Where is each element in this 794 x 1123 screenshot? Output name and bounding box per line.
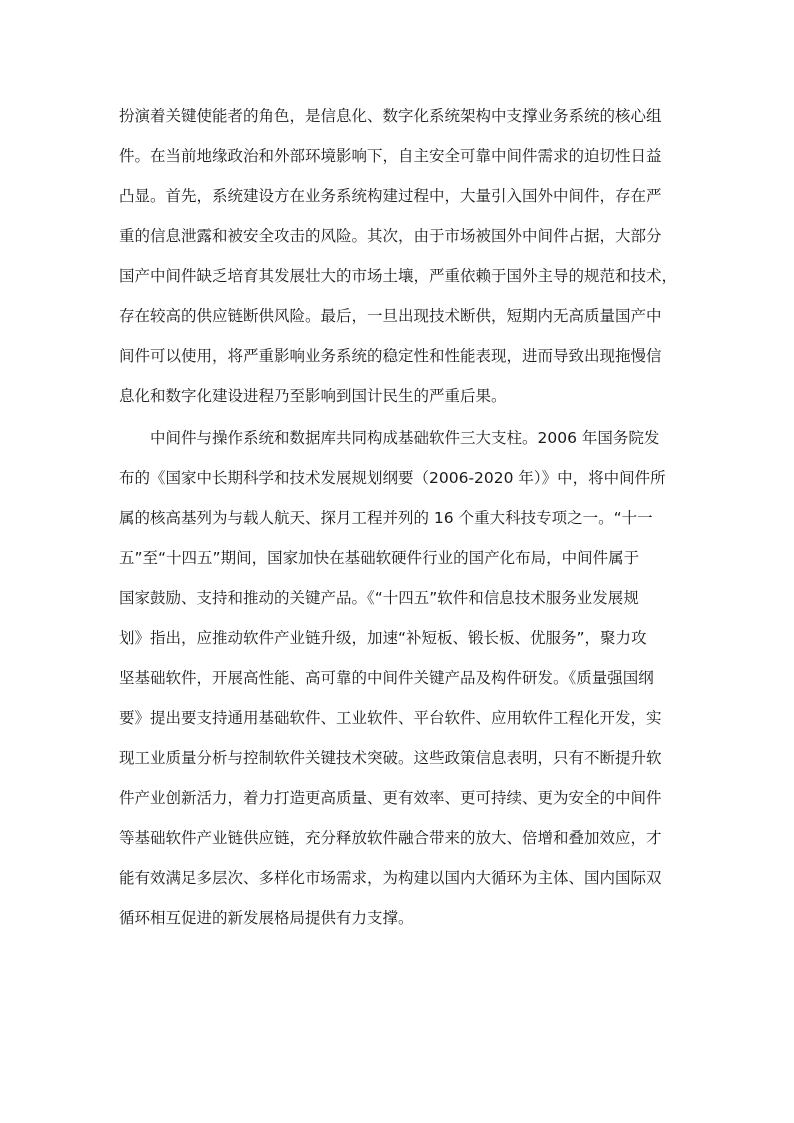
paragraph-2-line-10: 件产业创新活力，着力打造更高质量、更有效率、更可持续、更为安全的中间件	[119, 789, 662, 807]
paragraph-1-line-7: 间件可以使用，将严重影响业务系统的稳定性和性能表现，进而导致出现拖慢信	[119, 347, 662, 365]
paragraph-2-line-1: 中间件与操作系统和数据库共同构成基础软件三大支柱。2006 年国务院发	[150, 429, 660, 447]
paragraph-1-line-6: 存在较高的供应链断供风险。最后，一旦出现技术断供，短期内无高质量国产中	[119, 307, 662, 325]
paragraph-1-line-2: 件。在当前地缘政治和外部环境影响下，自主安全可靠中间件需求的迫切性日益	[119, 147, 662, 165]
paragraph-2-line-6: 划》指出，应推动软件产业链升级，加速“补短板、锻长板、优服务”，聚力攻	[119, 629, 647, 647]
paragraph-2-line-2: 布的《国家中长期科学和技术发展规划纲要（2006-2020 年）》中，将中间件所	[119, 469, 666, 487]
paragraph-1-line-3: 凸显。首先，系统建设方在业务系统构建过程中，大量引入国外中间件，存在严	[119, 187, 662, 205]
paragraph-2-line-5: 国家鼓励、支持和推动的关键产品。《“十四五”软件和信息技术服务业发展规	[119, 589, 639, 607]
paragraph-2-line-11: 等基础软件产业链供应链，充分释放软件融合带来的放大、倍增和叠加效应，才	[119, 829, 662, 847]
paragraph-2-line-7: 坚基础软件，开展高性能、高可靠的中间件关键产品及构件研发。《质量强国纲	[119, 669, 654, 687]
paragraph-1-line-1: 扮演着关键使能者的角色，是信息化、数字化系统架构中支撑业务系统的核心组	[119, 107, 662, 125]
paragraph-1-line-4: 重的信息泄露和被安全攻击的风险。其次，由于市场被国外中间件占据，大部分	[119, 227, 662, 245]
paragraph-1-line-5: 国产中间件缺乏培育其发展壮大的市场土壤，严重依赖于国外主导的规范和技术，	[119, 267, 678, 285]
paragraph-2-line-3: 属的核高基列为与载人航天、探月工程并列的 16 个重大科技专项之一。“十一	[119, 509, 653, 527]
paragraph-2-line-8: 要》提出要支持通用基础软件、工业软件、平台软件、应用软件工程化开发，实	[119, 709, 662, 727]
paragraph-2-line-13: 循环相互促进的新发展格局提供有力支撑。	[119, 909, 414, 927]
paragraph-2-line-12: 能有效满足多层次、多样化市场需求，为构建以国内大循环为主体、国内国际双	[119, 869, 662, 887]
paragraph-2-line-4: 五”至“十四五”期间，国家加快在基础软硬件行业的国产化布局，中间件属于	[119, 549, 640, 567]
paragraph-2-line-9: 现工业质量分析与控制软件关键技术突破。这些政策信息表明，只有不断提升软	[119, 749, 662, 767]
paragraph-1-line-8: 息化和数字化建设进程乃至影响到国计民生的严重后果。	[119, 387, 507, 405]
